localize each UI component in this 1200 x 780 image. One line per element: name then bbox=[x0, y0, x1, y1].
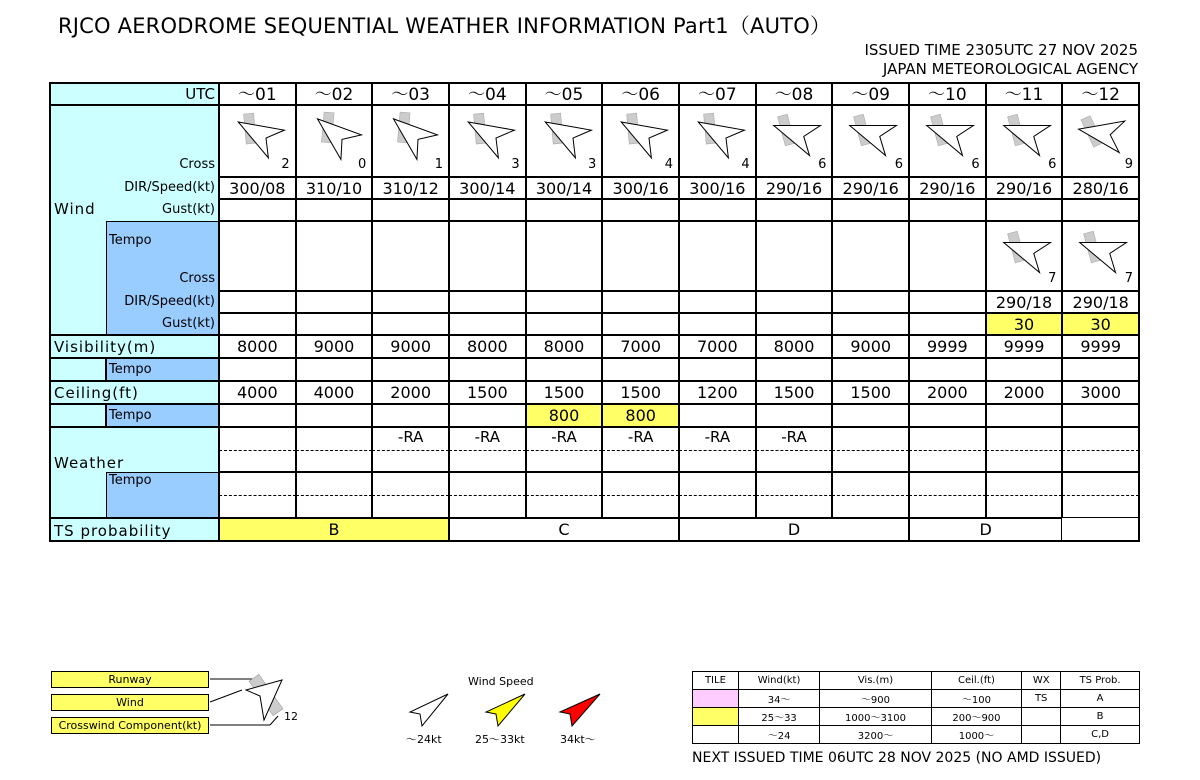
gust-value bbox=[296, 199, 373, 221]
ceiling-tempo-value bbox=[449, 404, 526, 427]
weather-value bbox=[526, 472, 603, 495]
ceiling-tempo-value bbox=[679, 404, 756, 427]
ceiling-tempo-value bbox=[832, 404, 909, 427]
legend-crosswind-label: Crosswind Component(kt) bbox=[51, 717, 209, 734]
dir-speed-value: 300/08 bbox=[219, 177, 296, 199]
key-cell bbox=[1022, 726, 1061, 744]
key-cell bbox=[1022, 708, 1061, 726]
visibility-value: 7000 bbox=[679, 335, 756, 358]
issued-time: ISSUED TIME 2305UTC 27 NOV 2025 bbox=[864, 41, 1138, 59]
ceiling-tempo-value: 800 bbox=[526, 404, 603, 427]
dir-speed-value: 310/10 bbox=[296, 177, 373, 199]
visibility-value: 9999 bbox=[909, 335, 986, 358]
key-cell: ～24 bbox=[738, 726, 819, 744]
weather-label: Weather bbox=[54, 454, 125, 472]
weather-value bbox=[372, 450, 449, 473]
tempo-gust-value bbox=[602, 313, 679, 335]
tempo-crosswind-value bbox=[296, 271, 367, 289]
gust-value bbox=[986, 199, 1063, 221]
tempo-gust-value bbox=[372, 313, 449, 335]
ceiling-value: 1500 bbox=[832, 381, 909, 404]
weather-value bbox=[1062, 472, 1139, 495]
ceiling-value: 2000 bbox=[986, 381, 1063, 404]
tempo-gust-value bbox=[909, 313, 986, 335]
weather-tempo-text: Tempo bbox=[109, 473, 152, 488]
tempo-dir-speed-value bbox=[756, 291, 833, 313]
ts-probability-value: C bbox=[449, 518, 679, 541]
dir-speed-value: 290/16 bbox=[832, 177, 909, 199]
key-cell: 3200～ bbox=[820, 726, 931, 744]
ceiling-tempo-value bbox=[296, 404, 373, 427]
tempo-dir-speed-value bbox=[909, 291, 986, 313]
crosswind-value: 3 bbox=[511, 157, 520, 172]
ts-probability-value: D bbox=[679, 518, 909, 541]
ceiling-label-spacer bbox=[50, 404, 106, 427]
visibility-label-spacer bbox=[50, 358, 106, 381]
tempo-dir-speed-label: DIR/Speed(kt) bbox=[124, 294, 215, 309]
visibility-value: 9999 bbox=[1062, 335, 1139, 358]
cross-label: Cross bbox=[179, 157, 215, 172]
weather-value bbox=[602, 495, 679, 518]
weather-value bbox=[909, 450, 986, 473]
visibility-tempo-value bbox=[679, 358, 756, 381]
speed-mid-label: 25～33kt bbox=[475, 733, 525, 746]
key-header-row bbox=[693, 672, 1140, 690]
crosswind-value: 0 bbox=[358, 157, 367, 172]
speed-low-label: ～24kt bbox=[406, 733, 442, 746]
visibility-tempo-value bbox=[372, 358, 449, 381]
ceiling-tempo-value bbox=[909, 404, 986, 427]
tempo-dir-speed-value bbox=[832, 291, 909, 313]
key-cell: ～100 bbox=[931, 690, 1022, 708]
crosswind-value: 4 bbox=[664, 157, 673, 172]
tempo-crosswind-value bbox=[909, 271, 980, 289]
tempo-gust-value bbox=[296, 313, 373, 335]
wind-speed-title: Wind Speed bbox=[468, 675, 534, 688]
tempo-crosswind-value bbox=[756, 271, 827, 289]
ts-probability-label: TS probability bbox=[54, 522, 172, 540]
gust-value bbox=[909, 199, 986, 221]
dir-speed-value: 290/16 bbox=[756, 177, 833, 199]
utc-label: UTC bbox=[185, 85, 215, 103]
visibility-value: 8000 bbox=[526, 335, 603, 358]
visibility-value: 9000 bbox=[372, 335, 449, 358]
tempo-crosswind-value bbox=[526, 271, 597, 289]
legend-example-cross-value: 12 bbox=[284, 710, 298, 723]
visibility-tempo-value bbox=[602, 358, 679, 381]
ceiling-tempo-value bbox=[1062, 404, 1139, 427]
ceiling-value: 3000 bbox=[1062, 381, 1139, 404]
ceiling-tempo-value bbox=[372, 404, 449, 427]
weather-value bbox=[986, 450, 1063, 473]
tempo-crosswind-value bbox=[372, 271, 443, 289]
key-color-swatch bbox=[693, 690, 739, 708]
weather-value bbox=[756, 450, 833, 473]
tempo-crosswind-value: 7 bbox=[1124, 271, 1134, 286]
key-cell: TS bbox=[1022, 690, 1061, 708]
weather-value bbox=[832, 472, 909, 495]
weather-value bbox=[832, 450, 909, 473]
visibility-tempo-value bbox=[219, 358, 296, 381]
weather-value bbox=[296, 450, 373, 473]
ceiling-value: 1500 bbox=[756, 381, 833, 404]
key-cell: B bbox=[1061, 708, 1140, 726]
visibility-tempo-value bbox=[756, 358, 833, 381]
tempo-dir-speed-value bbox=[219, 291, 296, 313]
crosswind-value: 6 bbox=[1048, 157, 1057, 172]
weather-value bbox=[756, 495, 833, 518]
key-cell: 34～ bbox=[738, 690, 819, 708]
crosswind-value: 6 bbox=[971, 157, 980, 172]
weather-value bbox=[449, 495, 526, 518]
gust-value bbox=[219, 199, 296, 221]
crosswind-value: 4 bbox=[741, 157, 750, 172]
gust-value bbox=[526, 199, 603, 221]
tempo-dir-speed-value bbox=[526, 291, 603, 313]
tile-key-table bbox=[692, 671, 1140, 744]
weather-value bbox=[679, 472, 756, 495]
visibility-tempo-value bbox=[1062, 358, 1139, 381]
dir-speed-value: 290/16 bbox=[986, 177, 1063, 199]
key-row bbox=[693, 690, 1140, 708]
tempo-gust-value: 30 bbox=[986, 313, 1063, 335]
dir-speed-value: 310/12 bbox=[372, 177, 449, 199]
visibility-value: 9000 bbox=[832, 335, 909, 358]
weather-value bbox=[986, 495, 1063, 518]
tempo-dir-speed-value bbox=[372, 291, 449, 313]
gust-value bbox=[1062, 199, 1139, 221]
key-row bbox=[693, 708, 1140, 726]
tempo-gust-value: 30 bbox=[1062, 313, 1139, 335]
visibility-value: 8000 bbox=[449, 335, 526, 358]
crosswind-value: 6 bbox=[894, 157, 904, 172]
gust-value bbox=[602, 199, 679, 221]
visibility-tempo-value bbox=[832, 358, 909, 381]
weather-value bbox=[449, 450, 526, 473]
weather-value bbox=[909, 427, 986, 450]
tempo-crosswind-value: 7 bbox=[1048, 271, 1057, 286]
legend-example-icon bbox=[200, 668, 310, 738]
weather-value bbox=[679, 495, 756, 518]
hour-header: ～08 bbox=[756, 83, 833, 105]
visibility-label: Visibility(m) bbox=[54, 338, 157, 356]
hour-header: ～01 bbox=[219, 83, 296, 105]
weather-value bbox=[986, 472, 1063, 495]
weather-value: -RA bbox=[474, 428, 501, 446]
weather-value bbox=[526, 495, 603, 518]
key-cell: 200～900 bbox=[931, 708, 1022, 726]
visibility-value: 9999 bbox=[986, 335, 1063, 358]
hour-header: ～04 bbox=[449, 83, 526, 105]
dir-speed-value: 300/14 bbox=[526, 177, 603, 199]
weather-value bbox=[832, 427, 909, 450]
next-issued-time: NEXT ISSUED TIME 06UTC 28 NOV 2025 (NO AMD ISSUED) bbox=[692, 750, 1102, 766]
key-cell: 25～33 bbox=[738, 708, 819, 726]
tempo-gust-value bbox=[449, 313, 526, 335]
visibility-tempo-value bbox=[449, 358, 526, 381]
hour-header: ～10 bbox=[909, 83, 986, 105]
crosswind-value: 1 bbox=[434, 157, 443, 172]
tempo-crosswind-value bbox=[832, 271, 903, 289]
hour-header: ～11 bbox=[986, 83, 1063, 105]
weather-value bbox=[296, 495, 373, 518]
weather-value bbox=[296, 427, 373, 450]
key-header: Vis.(m) bbox=[820, 672, 931, 690]
ceiling-tempo-text: Tempo bbox=[109, 408, 152, 423]
ceiling-tempo-value bbox=[756, 404, 833, 427]
key-header: TILE bbox=[693, 672, 739, 690]
tempo-dir-speed-value bbox=[602, 291, 679, 313]
hour-header: ～09 bbox=[832, 83, 909, 105]
key-cell: 1000～ bbox=[931, 726, 1022, 744]
dir-speed-value: 280/16 bbox=[1062, 177, 1139, 199]
ceiling-label: Ceiling(ft) bbox=[54, 384, 139, 402]
speed-high-label: 34kt～ bbox=[560, 733, 596, 746]
dir-speed-value: 290/16 bbox=[909, 177, 986, 199]
legend-wind-label: Wind bbox=[51, 694, 209, 711]
crosswind-value: 6 bbox=[818, 157, 827, 172]
weather-value bbox=[1062, 495, 1139, 518]
crosswind-value: 9 bbox=[1124, 157, 1134, 172]
key-cell: C,D bbox=[1061, 726, 1140, 744]
tempo-gust-value bbox=[219, 313, 296, 335]
visibility-tempo-value bbox=[526, 358, 603, 381]
wind-label: Wind bbox=[54, 200, 96, 218]
weather-value bbox=[756, 472, 833, 495]
ceiling-value: 2000 bbox=[372, 381, 449, 404]
weather-value bbox=[219, 495, 296, 518]
hour-header: ～03 bbox=[372, 83, 449, 105]
crosswind-value: 3 bbox=[588, 157, 597, 172]
tempo-crosswind-value bbox=[219, 271, 290, 289]
hour-header: ～06 bbox=[602, 83, 679, 105]
visibility-value: 8000 bbox=[219, 335, 296, 358]
hour-header: ～12 bbox=[1062, 83, 1139, 105]
weather-value bbox=[602, 472, 679, 495]
key-header: WX bbox=[1022, 672, 1061, 690]
gust-value bbox=[756, 199, 833, 221]
page-title: RJCO AERODROME SEQUENTIAL WEATHER INFORMATION Part1（AUTO） bbox=[58, 14, 832, 38]
weather-value bbox=[832, 495, 909, 518]
ceiling-tempo-value bbox=[219, 404, 296, 427]
issuing-agency: JAPAN METEOROLOGICAL AGENCY bbox=[882, 60, 1138, 78]
tempo-dir-speed-value bbox=[296, 291, 373, 313]
crosswind-value: 2 bbox=[281, 157, 290, 172]
weather-value: -RA bbox=[397, 428, 424, 446]
visibility-tempo-value bbox=[986, 358, 1063, 381]
key-row bbox=[693, 726, 1140, 744]
gust-value bbox=[372, 199, 449, 221]
key-header: Ceil.(ft) bbox=[931, 672, 1022, 690]
ceiling-value: 4000 bbox=[296, 381, 373, 404]
ceiling-value: 4000 bbox=[219, 381, 296, 404]
weather-value bbox=[372, 472, 449, 495]
key-header: Wind(kt) bbox=[738, 672, 819, 690]
weather-value bbox=[909, 472, 986, 495]
visibility-tempo-value bbox=[296, 358, 373, 381]
key-cell: A bbox=[1061, 690, 1140, 708]
hour-header: ～02 bbox=[296, 83, 373, 105]
tempo-gust-value bbox=[526, 313, 603, 335]
key-cell: 1000～3100 bbox=[820, 708, 931, 726]
key-header: TS Prob. bbox=[1061, 672, 1140, 690]
key-color-swatch bbox=[693, 726, 739, 744]
tempo-dir-speed-value: 290/18 bbox=[986, 291, 1063, 313]
ceiling-tempo-value bbox=[986, 404, 1063, 427]
dir-speed-value: 300/14 bbox=[449, 177, 526, 199]
gust-value bbox=[679, 199, 756, 221]
visibility-value: 9000 bbox=[296, 335, 373, 358]
weather-value bbox=[909, 495, 986, 518]
ceiling-tempo-value: 800 bbox=[602, 404, 679, 427]
tempo-cross-label: Cross bbox=[179, 271, 215, 286]
tempo-crosswind-value bbox=[679, 271, 750, 289]
tempo-crosswind-value bbox=[449, 271, 520, 289]
weather-value bbox=[372, 495, 449, 518]
tempo-crosswind-value bbox=[602, 271, 673, 289]
visibility-tempo-text: Tempo bbox=[109, 362, 152, 377]
weather-value bbox=[219, 472, 296, 495]
tempo-dir-speed-value bbox=[679, 291, 756, 313]
hour-header: ～05 bbox=[526, 83, 603, 105]
wind-tempo-label: Tempo bbox=[109, 233, 152, 248]
dir-speed-value: 300/16 bbox=[679, 177, 756, 199]
ceiling-value: 2000 bbox=[909, 381, 986, 404]
visibility-value: 8000 bbox=[756, 335, 833, 358]
weather-value: -RA bbox=[551, 428, 577, 446]
ts-probability-value: D bbox=[909, 518, 1062, 541]
gust-value bbox=[449, 199, 526, 221]
weather-value bbox=[1062, 450, 1139, 473]
weather-value bbox=[219, 427, 296, 450]
weather-value: -RA bbox=[781, 428, 807, 446]
weather-value bbox=[449, 472, 526, 495]
weather-value bbox=[602, 450, 679, 473]
dir-speed-value: 300/16 bbox=[602, 177, 679, 199]
legend-runway-label: Runway bbox=[51, 671, 209, 688]
weather-value bbox=[219, 450, 296, 473]
ceiling-value: 1200 bbox=[679, 381, 756, 404]
dir-speed-label: DIR/Speed(kt) bbox=[124, 180, 215, 195]
ts-probability-value: B bbox=[219, 518, 449, 541]
weather-value: -RA bbox=[627, 428, 654, 446]
weather-value bbox=[296, 472, 373, 495]
ceiling-value: 1500 bbox=[449, 381, 526, 404]
tempo-dir-speed-value bbox=[449, 291, 526, 313]
key-color-swatch bbox=[693, 708, 739, 726]
tempo-gust-value bbox=[679, 313, 756, 335]
weather-value bbox=[986, 427, 1063, 450]
hour-header: ～07 bbox=[679, 83, 756, 105]
weather-value: -RA bbox=[704, 428, 731, 446]
tempo-dir-speed-value: 290/18 bbox=[1062, 291, 1139, 313]
gust-value bbox=[832, 199, 909, 221]
tempo-gust-value bbox=[756, 313, 833, 335]
ceiling-value: 1500 bbox=[526, 381, 603, 404]
wind-speed-arrows bbox=[400, 690, 620, 730]
key-cell: ～900 bbox=[820, 690, 931, 708]
weather-value bbox=[526, 450, 603, 473]
visibility-value: 7000 bbox=[602, 335, 679, 358]
ceiling-value: 1500 bbox=[602, 381, 679, 404]
weather-value bbox=[679, 450, 756, 473]
visibility-tempo-value bbox=[909, 358, 986, 381]
tempo-gust-label: Gust(kt) bbox=[162, 316, 215, 331]
gust-label: Gust(kt) bbox=[162, 202, 215, 217]
weather-value bbox=[1062, 427, 1139, 450]
tempo-gust-value bbox=[832, 313, 909, 335]
